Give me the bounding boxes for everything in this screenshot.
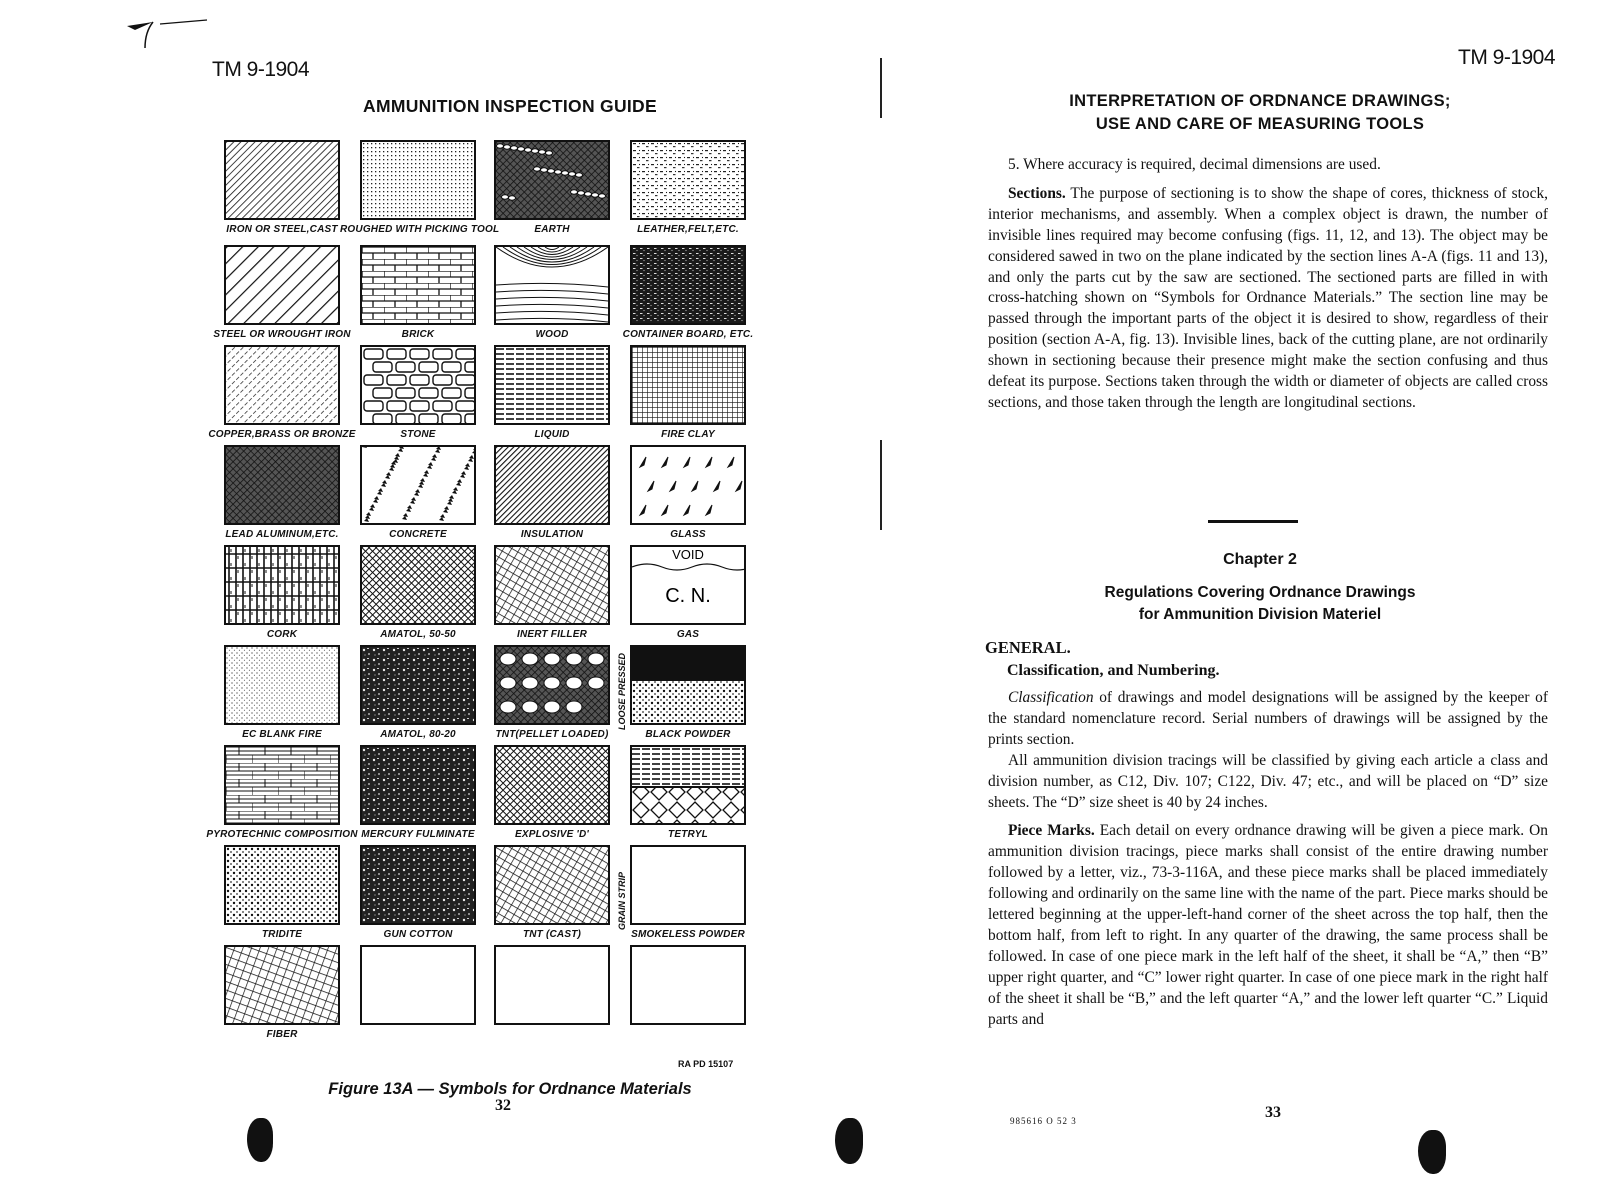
symbol-swatch <box>630 745 746 825</box>
classification-text: of drawings and model designations will be assigned by the keeper of the standard nomenclature record. Serial numbers of drawings will be assigned by the prints section. <box>988 689 1548 748</box>
symbol-label: INERT FILLER <box>517 629 587 640</box>
symbol-label: TNT(PELLET LOADED) <box>495 729 609 740</box>
page-header-left: TM 9-1904 <box>212 58 310 81</box>
symbol-swatch <box>630 345 746 425</box>
symbols-grid <box>206 140 780 1060</box>
symbol-swatch <box>494 845 610 925</box>
fold-line <box>880 58 882 118</box>
guide-title: AMMUNITION INSPECTION GUIDE <box>363 96 657 116</box>
binding-hole <box>1418 1130 1446 1174</box>
symbol-label: PYROTECHNIC COMPOSITION <box>206 829 358 840</box>
symbol-label: COPPER,BRASS OR BRONZE <box>208 429 356 440</box>
symbol-swatch <box>360 945 476 1025</box>
symbol-label: MERCURY FULMINATE <box>361 829 475 840</box>
symbol-swatch <box>224 645 340 725</box>
symbol-label: GLASS <box>670 529 706 540</box>
symbol-label: WOOD <box>535 329 569 340</box>
symbol-swatch <box>224 945 340 1025</box>
symbol-swatch <box>494 245 610 325</box>
symbol-label: AMATOL, 80-20 <box>380 729 456 740</box>
symbol-label: GUN COTTON <box>383 929 453 940</box>
symbol-label: AMATOL, 50-50 <box>380 629 456 640</box>
glass-cn-label: C. N. <box>665 585 711 607</box>
symbol-swatch <box>630 545 746 625</box>
symbol-swatch <box>630 140 746 220</box>
symbol-swatch <box>224 845 340 925</box>
symbol-label: IRON OR STEEL,CAST <box>226 224 338 235</box>
symbol-label: STEEL OR WROUGHT IRON <box>213 329 351 340</box>
glass-void-label: VOID <box>672 547 704 562</box>
symbol-label: TRIDITE <box>261 929 303 940</box>
sections-paragraph <box>988 184 1548 414</box>
classification-paragraph <box>988 688 1548 751</box>
symbol-label: GAS <box>676 629 700 640</box>
symbol-swatch <box>630 645 746 725</box>
symbol-swatch <box>360 345 476 425</box>
symbol-swatch <box>494 645 610 725</box>
piece-marks-paragraph <box>988 821 1548 1030</box>
figure-caption: Figure 13A — Symbols for Ordnance Materials <box>328 1080 692 1098</box>
page-number-right: 33 <box>1265 1104 1281 1121</box>
right-title-line1: INTERPRETATION OF ORDNANCE DRAWINGS; <box>1069 92 1451 110</box>
symbol-swatch <box>494 140 610 220</box>
symbol-swatch <box>494 945 610 1025</box>
ra-code: RA PD 15107 <box>678 1059 734 1069</box>
symbol-label: EC BLANK FIRE <box>242 729 322 740</box>
chapter-title: Chapter 2 <box>1223 551 1297 568</box>
grain-strip-label: GRAIN STRIP <box>617 871 627 930</box>
symbol-label: SMOKELESS POWDER <box>631 929 745 940</box>
symbol-swatch <box>224 245 340 325</box>
general-heading: GENERAL. <box>985 638 1071 657</box>
fold-line <box>880 440 882 530</box>
symbol-label: ROUGHED WITH PICKING TOOL <box>340 224 500 235</box>
item-5-text: 5. Where accuracy is required, decimal dimensions are used. <box>1008 156 1381 173</box>
loose-pressed-label: LOOSE PRESSED <box>617 652 627 730</box>
symbol-swatch <box>494 445 610 525</box>
symbol-label: EARTH <box>534 224 570 235</box>
symbol-swatch <box>360 140 476 220</box>
right-title-line2: USE AND CARE OF MEASURING TOOLS <box>1095 115 1425 133</box>
tracings-text: All ammunition division tracings will be classified by giving each article a class and division number, as C12, Div. 107; C122, Div. 47; etc., and will be placed on “D” size sheets. The “D” size sheet is 40 by 24 inches. <box>988 751 1548 811</box>
tracings-paragraph <box>988 751 1548 814</box>
footer-code: 985616 O 52 3 <box>1010 1116 1077 1126</box>
symbol-label: FIBER <box>266 1029 298 1040</box>
symbol-swatch <box>224 345 340 425</box>
piece-marks-heading: Piece Marks. <box>1008 822 1095 840</box>
symbol-swatch <box>224 745 340 825</box>
piece-marks-text: Each detail on every ordnance drawing will be given a piece mark. On ammunition division tracings, piece marks shall consist of the entire drawing number followed by a letter, viz., 73-3-116A, and these piece marks shall be placed immediately following and ordinarily on the same line with the name of the part. Piece marks should be lettered beginning at the upper-left-hand corner of the sheet across the top half, then the bottom half, from left to right. In any quarter of the drawing, the same process shall be followed. In case of one piece mark in the left half of the sheet, it shall be “A,” then “B” upper right quarter, and “C” lower right quarter. In case of one piece mark in the right half of the sheet it shall be “B,” and the left quarter “A,” and the lower left quarter “C.” Liquid parts and <box>988 822 1548 1028</box>
symbol-swatch <box>360 645 476 725</box>
symbol-swatch <box>494 745 610 825</box>
symbol-label: LEAD ALUMINUM,ETC. <box>225 529 339 540</box>
regulations-title <box>975 582 1545 626</box>
symbol-swatch <box>494 345 610 425</box>
symbol-swatch <box>630 845 746 925</box>
symbol-swatch <box>630 245 746 325</box>
symbol-label: EXPLOSIVE 'D' <box>514 829 590 840</box>
right-title <box>975 90 1545 136</box>
binding-hole <box>835 1118 863 1164</box>
symbol-swatch <box>360 545 476 625</box>
symbol-swatch <box>360 845 476 925</box>
symbol-swatch <box>224 140 340 220</box>
sections-heading: Sections. <box>1008 184 1066 202</box>
sections-text: The purpose of sectioning is to show the shape of cores, thickness of stock, interior mechanisms, and assembly. When a complex object is drawn, the number of invisible lines required may become confusing (figs. 11, 12, and 13). The object may be considered sawed in two on the plane indicated by the section lines A-A (figs. 11 and 13), and only the parts cut by the saw are sectioned. The sectioned parts are filled in with cross-hatching shown on “Symbols for Ordnance Materials.” The section line may be passed through the important parts of the object it is desired to show, regardless of their position (section A-A, fig. 13). Invisible lines, back of the cutting plane, are not ordinarily shown in sectioning because their presence might make the section confusing and thus defeat its purpose. Sections taken through the width or diameter of objects are called cross sections, and those taken through the length are longitudinal sections. <box>988 184 1548 411</box>
symbol-swatch <box>224 545 340 625</box>
symbol-label: STONE <box>400 429 436 440</box>
symbol-swatch <box>630 945 746 1025</box>
symbol-label: BLACK POWDER <box>645 729 731 740</box>
regulations-line2: for Ammunition Division Materiel <box>1138 606 1382 623</box>
binding-hole <box>247 1118 273 1162</box>
symbol-label: LEATHER,FELT,ETC. <box>637 224 739 235</box>
symbol-label: BRICK <box>401 329 435 340</box>
symbol-swatch <box>224 445 340 525</box>
symbol-label: CORK <box>266 629 298 640</box>
symbol-label: TETRYL <box>668 829 708 840</box>
section-block <box>988 155 1548 414</box>
symbol-label: CONCRETE <box>389 529 447 540</box>
symbol-swatch <box>494 545 610 625</box>
symbol-label: INSULATION <box>520 529 584 540</box>
symbol-label: FIRE CLAY <box>661 429 715 440</box>
chapter-rule <box>1208 520 1298 523</box>
symbol-label: LIQUID <box>534 429 570 440</box>
regulations-block <box>988 688 1548 1031</box>
regulations-line1: Regulations Covering Ordnance Drawings <box>1104 584 1416 601</box>
symbol-swatch <box>360 745 476 825</box>
classification-italic: Classification <box>1008 689 1094 706</box>
corner-mark <box>125 18 215 52</box>
page-header-right: TM 9-1904 <box>1458 46 1556 69</box>
symbol-swatch <box>360 245 476 325</box>
classification-heading: Classification, and Numbering. <box>1007 662 1220 679</box>
symbol-swatch <box>360 445 476 525</box>
symbol-label: TNT (CAST) <box>522 929 582 940</box>
page-number-left: 32 <box>495 1097 511 1114</box>
symbol-label: CONTAINER BOARD, ETC. <box>622 329 754 340</box>
symbol-swatch <box>630 445 746 525</box>
item-5 <box>988 155 1548 176</box>
